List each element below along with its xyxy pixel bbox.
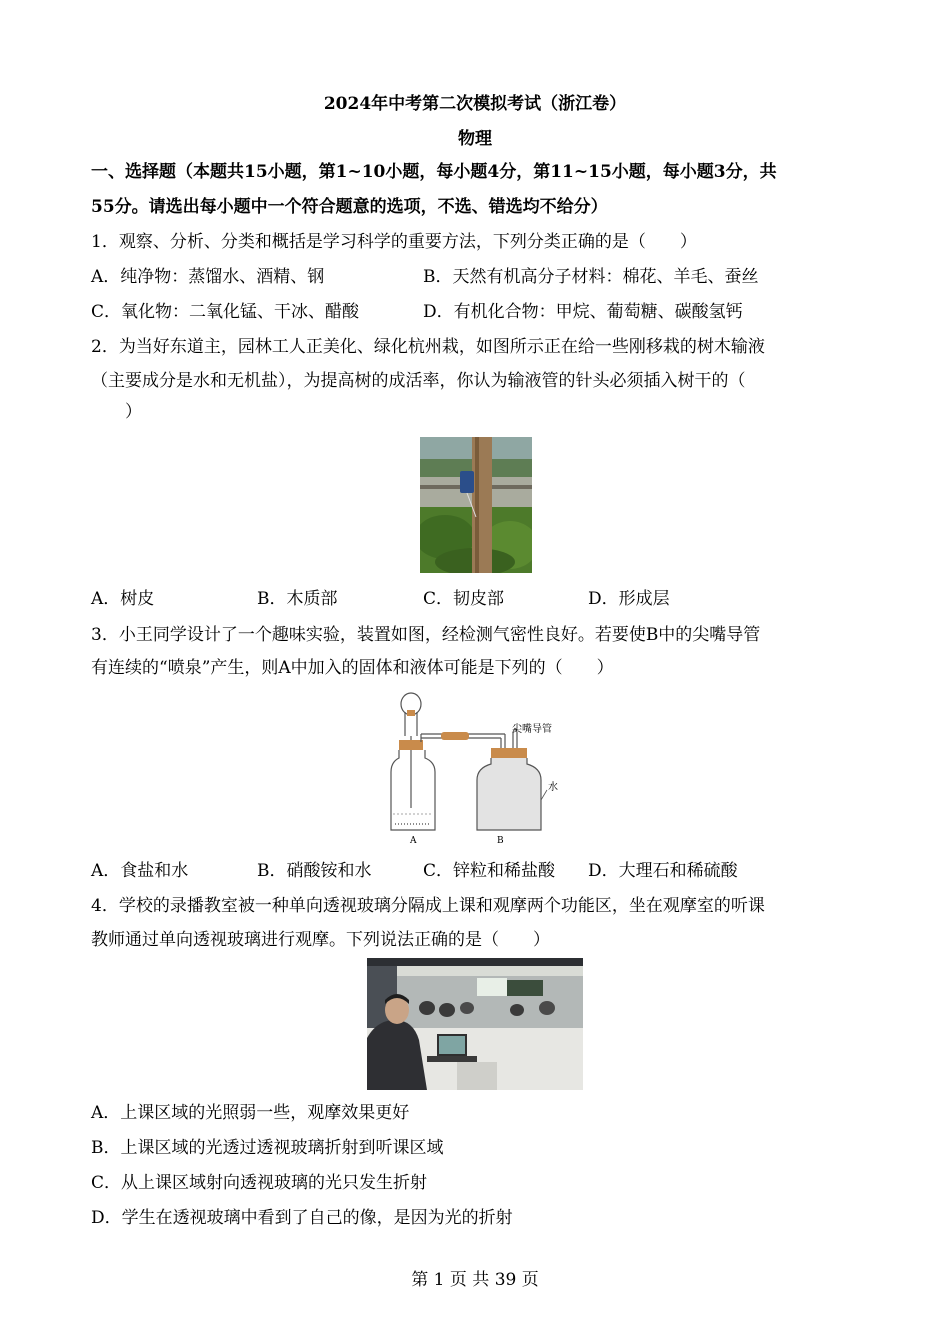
- subject-title: 物理: [458, 129, 492, 149]
- q3-option-d: D．大理石和稀硫酸: [588, 861, 738, 881]
- q2-option-b: B．木质部: [257, 589, 338, 609]
- tree-infusion-photo: [420, 437, 532, 573]
- label-bottle-a: A: [410, 836, 417, 846]
- label-water: 水: [548, 782, 558, 793]
- q4-stem-line2: 教师通过单向透视玻璃进行观摩。下列说法正确的是（ ）: [91, 930, 550, 950]
- q4-option-b: B．上课区域的光透过透视玻璃折射到听课区域: [91, 1138, 444, 1158]
- q4-option-c: C．从上课区域射向透视玻璃的光只发生折射: [91, 1173, 428, 1193]
- q3-option-b: B．硝酸铵和水: [257, 861, 372, 881]
- page-number: 第 1 页 共 39 页: [411, 1270, 539, 1290]
- section-heading-line2: 55分。请选出每小题中一个符合题意的选项，不选、错选均不给分）: [91, 197, 608, 217]
- section-heading-line1: 一、选择题（本题共15小题，第1~10小题，每小题4分，第11~15小题，每小题3分，共: [91, 162, 777, 182]
- q1-option-c: C．氧化物：二氧化锰、干冰、醋酸: [91, 302, 360, 322]
- label-bottle-b: B: [497, 836, 504, 846]
- q4-option-a: A．上课区域的光照弱一些，观摩效果更好: [91, 1103, 410, 1123]
- q2-stem-line1: 2．为当好东道主，园林工人正美化、绿化杭州栽，如图所示正在给一些刚移栽的树木输液: [91, 337, 765, 357]
- exam-title: 2024年中考第二次模拟考试（浙江卷）: [323, 94, 627, 114]
- q3-stem-line2: 有连续的“喷泉”产生，则A中加入的固体和液体可能是下列的（ ）: [91, 658, 614, 678]
- q2-option-d: D．形成层: [588, 589, 670, 609]
- q1-option-d: D．有机化合物：甲烷、葡萄糖、碳酸氢钙: [423, 302, 743, 322]
- observation-room-photo: [367, 958, 583, 1090]
- q4-stem-line1: 4．学校的录播教室被一种单向透视玻璃分隔成上课和观摩两个功能区，坐在观摩室的听课: [91, 896, 765, 916]
- q3-option-a: A．食盐和水: [91, 861, 189, 881]
- q3-stem-line1: 3．小王同学设计了一个趣味实验，装置如图，经检测气密性良好。若要使B中的尖嘴导管: [91, 625, 761, 645]
- q4-option-d: D．学生在透视玻璃中看到了自己的像，是因为光的折射: [91, 1208, 513, 1228]
- q1-option-b: B．天然有机高分子材料：棉花、羊毛、蚕丝: [423, 267, 759, 287]
- q2-stem-line3: ）: [91, 402, 142, 422]
- apparatus-diagram: [385, 690, 565, 850]
- q2-option-a: A．树皮: [91, 589, 155, 609]
- q1-stem: 1．观察、分析、分类和概括是学习科学的重要方法，下列分类正确的是（ ）: [91, 232, 697, 252]
- label-nozzle-tube: 尖嘴导管: [512, 724, 552, 735]
- q3-option-c: C．锌粒和稀盐酸: [423, 861, 556, 881]
- q1-option-a: A．纯净物：蒸馏水、酒精、钢: [91, 267, 325, 287]
- q2-option-c: C．韧皮部: [423, 589, 505, 609]
- q2-stem-line2: （主要成分是水和无机盐），为提高树的成活率，你认为输液管的针头必须插入树干的（: [91, 371, 746, 391]
